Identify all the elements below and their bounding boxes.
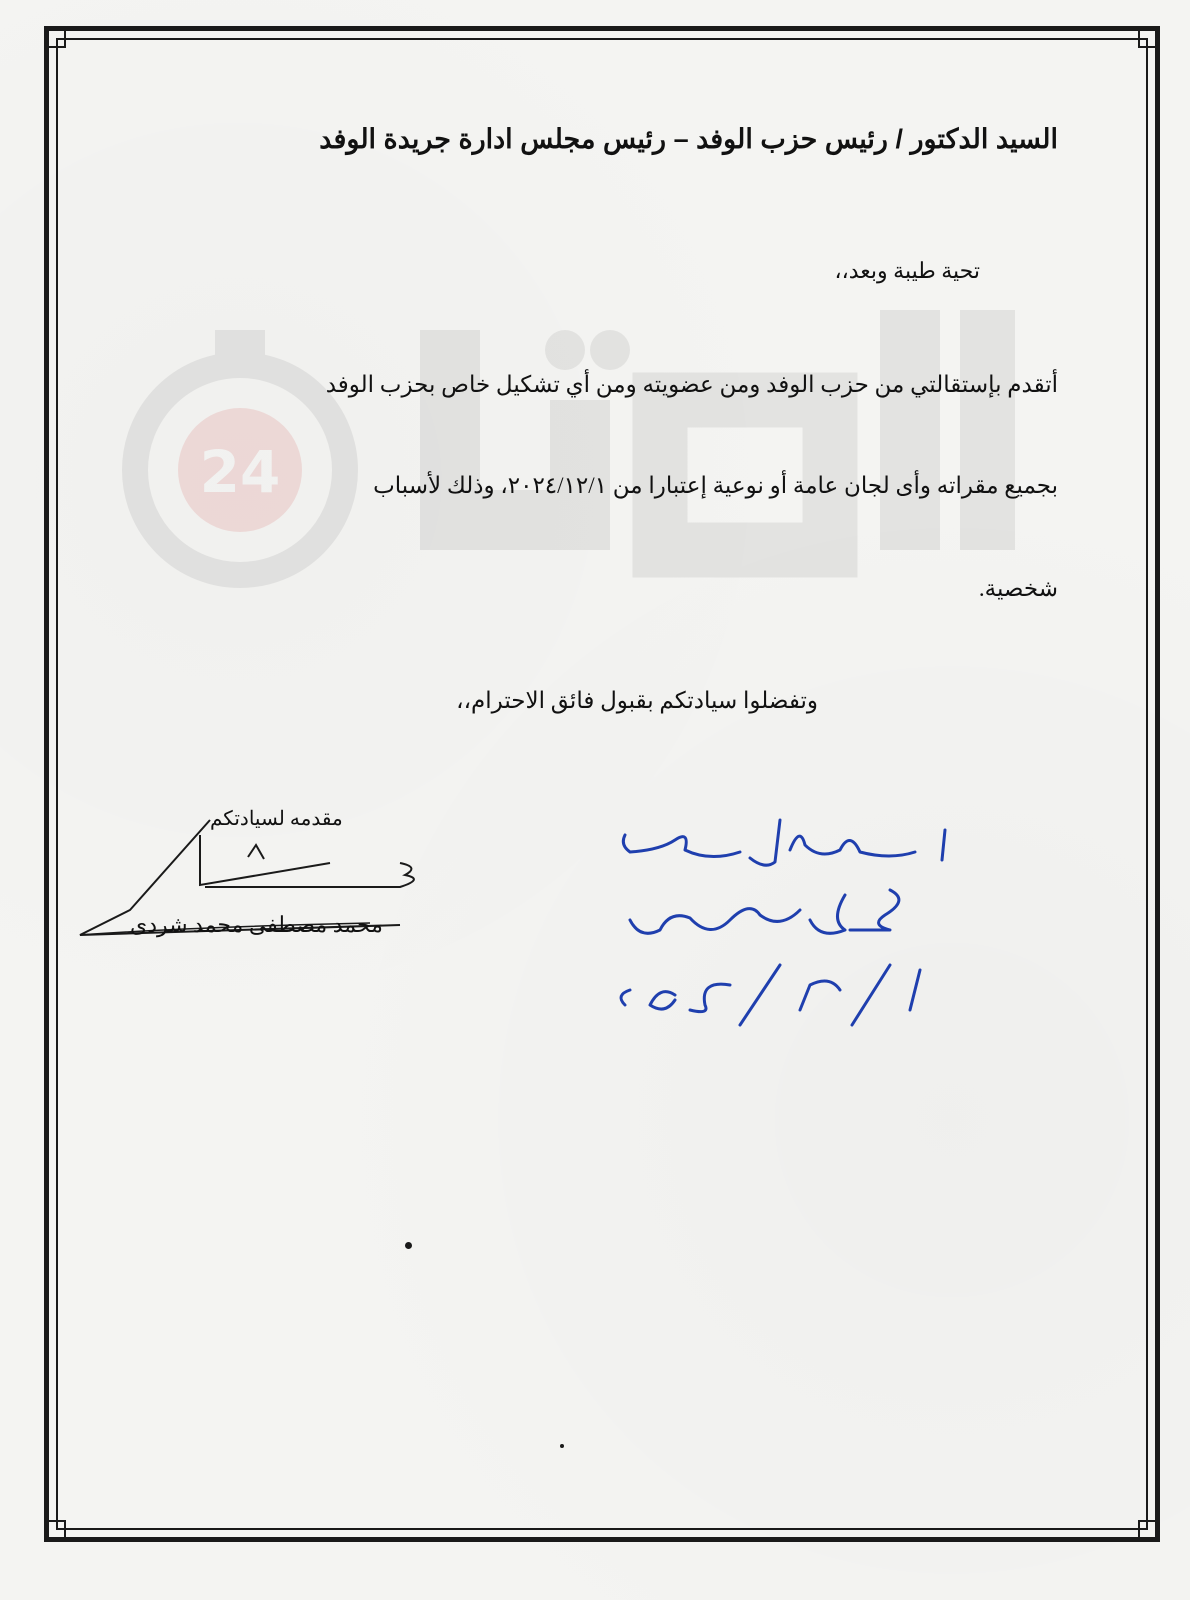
frame-corner-top-right (1138, 26, 1160, 48)
frame-corner-top-left (44, 26, 66, 48)
scan-speck (560, 1444, 564, 1448)
handwritten-receipt-note (590, 790, 970, 1050)
body-line-2: بجميع مقراته وأى لجان عامة أو نوعية إعتبارا من ٢٠٢٤/١٢/١، وذلك لأسباب (373, 473, 1058, 498)
page-border-inner (56, 38, 1148, 1530)
submitted-by-label: مقدمه لسيادتكم (210, 808, 343, 830)
closing-salutation: وتفضلوا سيادتكم بقبول فائق الاحترام،، (456, 688, 818, 713)
addressee-heading: السيد الدكتور / رئيس حزب الوفد – رئيس مجلس ادارة جريدة الوفد (319, 124, 1058, 154)
scan-speck (405, 1242, 412, 1249)
frame-corner-bottom-right (1138, 1520, 1160, 1542)
greeting: تحية طيبة وبعد،، (834, 258, 980, 283)
body-line-3: شخصية. (978, 576, 1058, 601)
frame-corner-bottom-left (44, 1520, 66, 1542)
signer-name: محمد مصطفى محمد شردى (130, 912, 383, 937)
body-line-1: أتقدم بإستقالتي من حزب الوفد ومن عضويته ومن أي تشكيل خاص بحزب الوفد (325, 372, 1058, 397)
